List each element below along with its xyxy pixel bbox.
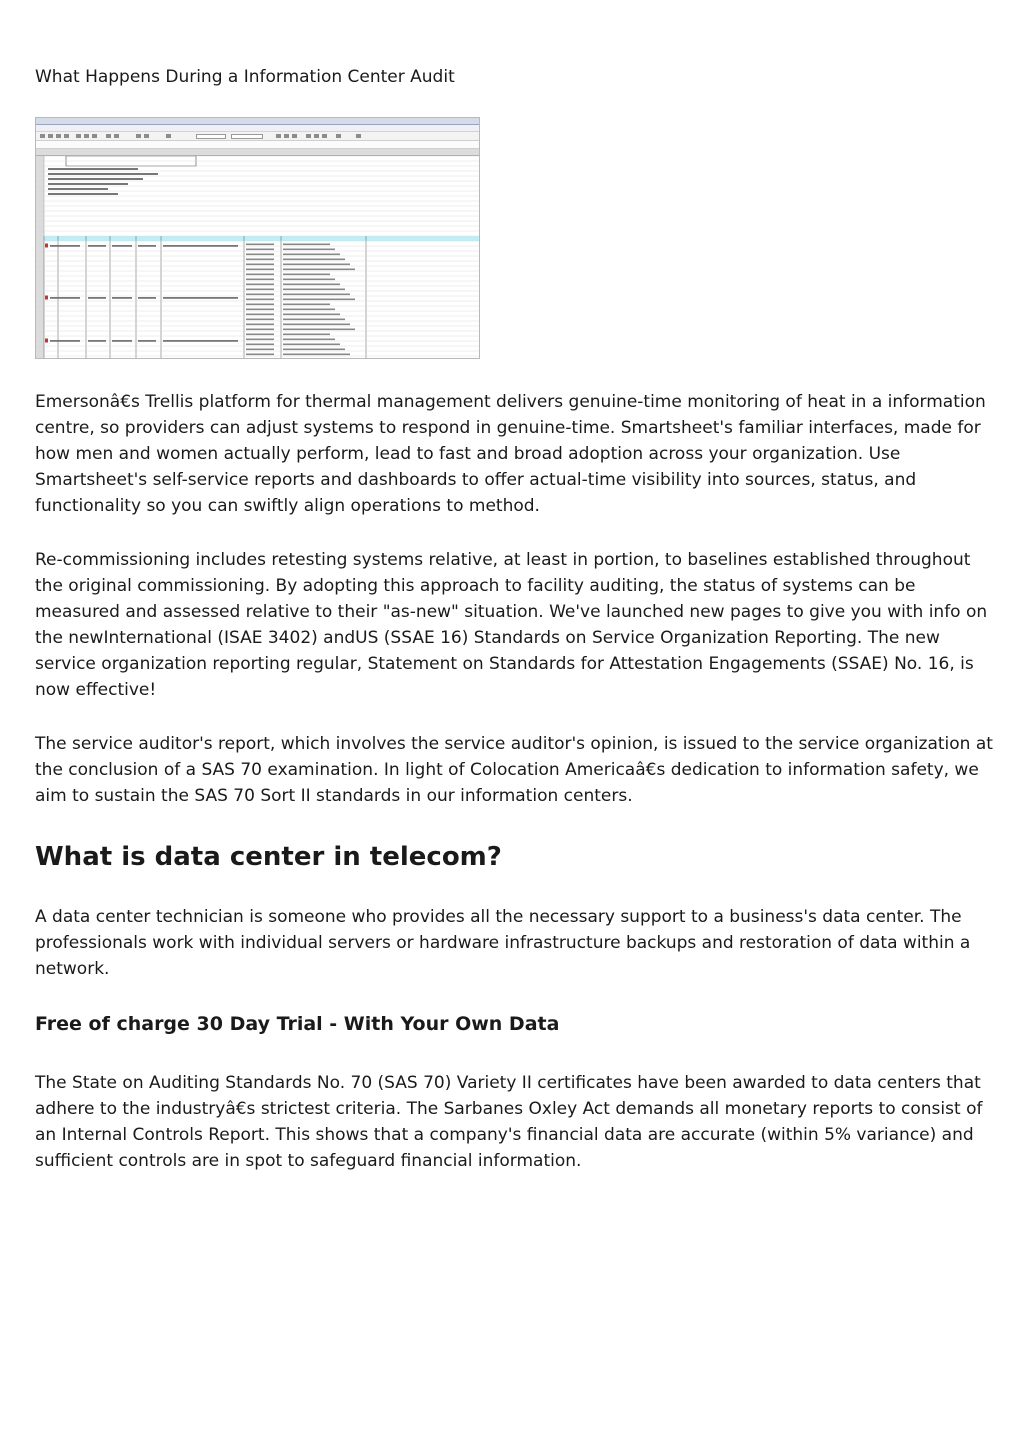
screenshot-sheet-grid <box>36 156 479 359</box>
screenshot-formula-bar <box>36 141 479 149</box>
screenshot-titlebar <box>36 118 479 125</box>
paragraph-data-center-technician: A data center technician is someone who provides all the necessary support to a business's data center. The professionals work with individual servers or hardware infrastructure backups and restoration of data within a network. <box>35 907 971 979</box>
screenshot-toolbar <box>36 132 479 141</box>
paragraph-sas70: The State on Auditing Standards No. 70 (SAS 70) Variety II certificates have been awarded to data centers that adhere to the industryâ€s strictest criteria. The Sarbanes Oxley Act demands all monetary reports to consist of an Internal Controls Report. This shows that a company's financial data are accurate (within 5% variance) and sufficient controls are in spot to safeguard financial information. <box>35 1073 983 1171</box>
paragraph-trellis: Emersonâ€s Trellis platform for thermal management delivers genuine-time monitoring of heat in a information centre, so providers can adjust systems to respond in genuine-time. Smartsheet's familiar interfaces, made for how men and women actually perform, lead to fast and broad adoption across your organization. Use Smartsheet's self-service reports and dashboards to offer actual-time visibility into sources, status, and functionality so you can swiftly align operations to method. <box>35 392 986 516</box>
paragraph-recommissioning: Re-commissioning includes retesting systems relative, at least in portion, to baselines established throughout the original commissioning. By adopting this approach to facility auditing, the status of systems can be measured and assessed relative to their "as-new" situation. We've launched new pages to give you with info on the newInternational (ISAE 3402) andUS (SSAE 16) Standards on Service Organization Reporting. The new service organization reporting regular, Statement on Standards for Attestation Engagements (SSAE) No. 16, is now effective! <box>35 550 988 700</box>
page-title: What Happens During a Information Center Audit <box>35 67 455 87</box>
screenshot-menubar <box>36 125 479 132</box>
spreadsheet-screenshot-image <box>35 117 480 359</box>
subsection-heading: Free of charge 30 Day Trial - With Your Own Data <box>35 1013 560 1035</box>
screenshot-column-header <box>36 149 479 156</box>
section-heading: What is data center in telecom? <box>35 842 502 872</box>
paragraph-service-auditor: The service auditor's report, which involves the service auditor's opinion, is issued to the service organization at the conclusion of a SAS 70 examination. In light of Colocation Americaâ€s dedication to information safety, we aim to sustain the SAS 70 Sort II standards in our information centers. <box>35 734 993 806</box>
